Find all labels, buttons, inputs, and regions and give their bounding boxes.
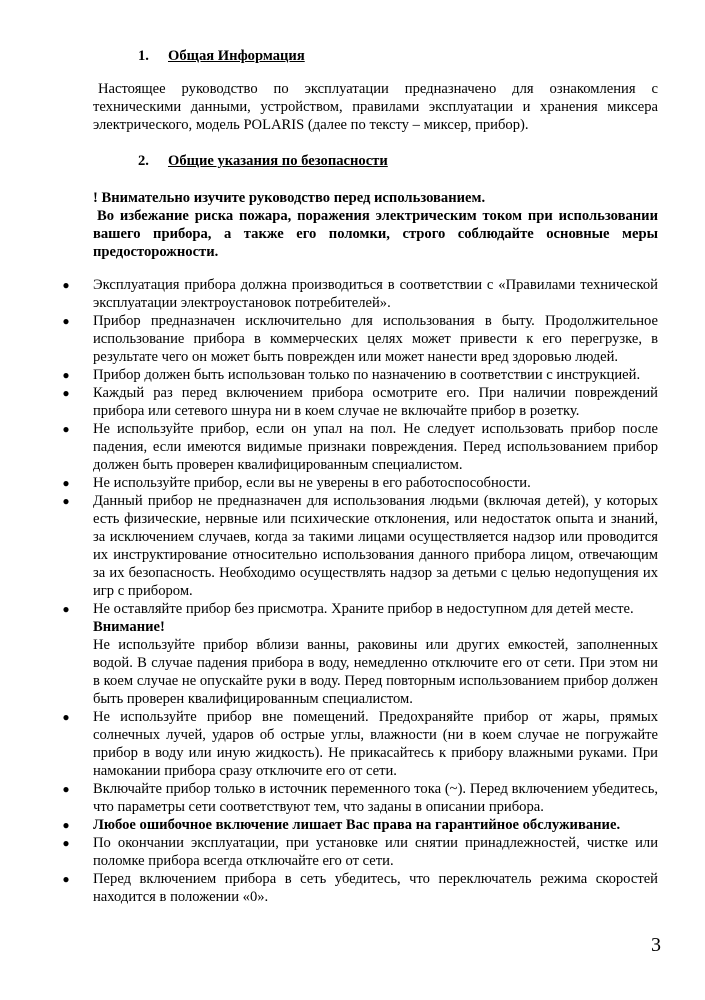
bullet-icon: ● <box>62 818 70 832</box>
list-item: ● По окончании эксплуатации, при установке или снятии принадлежностей, чистке или поломке прибора всегда отключайте его от сети. <box>62 835 658 869</box>
safety-rules-list <box>0 276 705 906</box>
bullet-icon: ● <box>62 278 70 292</box>
bullet-icon: ● <box>62 494 70 508</box>
list-item: ● Перед включением прибора в сеть убедитесь, что переключатель режима скоростей находится в положении «0». <box>62 871 658 905</box>
bullet-icon: ● <box>62 836 70 850</box>
list-item: ● Не используйте прибор, если он упал на пол. Не следует использовать прибор после падения, если имеются видимые признаки повреждения. Перед использованием прибор должен быть проверен квалифицированным специалистом. <box>62 421 658 473</box>
list-item: ● Данный прибор не предназначен для использования людьми (включая детей), у которых есть физические, нервные или психические отклонения, или недостаток опыта и знаний, за исключением случаев, когда за такими лицами осуществляется надзор или проводится их инструктирование относительно использования данного прибора лицом, отвечающим за их безопасность. Необходимо осуществлять надзор за детьми с целью недопущения их игр с прибором. <box>62 493 658 599</box>
bullet-icon: ● <box>62 872 70 886</box>
bullet-icon: ● <box>62 314 70 328</box>
list-item: ● Не используйте прибор, если вы не уверены в его работоспособности. <box>62 475 531 491</box>
list-item: ● Не используйте прибор вне помещений. Предохраняйте прибор от жары, прямых солнечных лучей, ударов об острые углы, влажности (ни в коем случае не погружайте прибор в воду или иную жидкость). Не прикасайтесь к прибору влажными руками. При намокании прибора сразу отключите его от сети. <box>62 709 658 779</box>
section-1-number: 1. <box>138 48 149 64</box>
list-item: ● Включайте прибор только в источник переменного тока (~). Перед включением убедитесь, что параметры сети соответствуют тем, что заданы в описании прибора. <box>62 781 658 815</box>
section-2-number: 2. <box>138 153 149 169</box>
bullet-icon: ● <box>62 422 70 436</box>
list-item: ● Прибор должен быть использован только по назначению в соответствии с инструкцией. <box>62 367 641 383</box>
page-number: 3 <box>651 934 661 956</box>
bullet-icon: ● <box>62 368 70 382</box>
bullet-icon: ● <box>62 782 70 796</box>
list-item: ● Эксплуатация прибора должна производиться в соответствии с «Правилами технической эксплуатации электроустановок потребителей». <box>62 277 658 311</box>
list-item: ● Не оставляйте прибор без присмотра. Храните прибор в недоступном для детей месте. Внимание! Не используйте прибор вблизи ванны, раковины или других емкостей, заполненных водой. В случае падения прибора в воду, немедленно отключите его от сети. При этом ни в коем случае не опускайте руки в воду. Перед повторным использованием прибор должен быть проверен квалифицированным специалистом. <box>62 601 658 707</box>
section-1-title: Общая Информация <box>168 48 305 64</box>
safety-warning <box>93 189 658 261</box>
bullet-icon: ● <box>62 602 70 616</box>
attention-text: Не используйте прибор вблизи ванны, раковины или других емкостей, заполненных водой. В случае падения прибора в воду, немедленно отключите его от сети. При этом ни в коем случае не опускайте руки в воду. Перед повторным использованием прибор должен быть проверен квалифицированным специалистом. <box>93 637 658 707</box>
list-item: ● Каждый раз перед включением прибора осмотрите его. При наличии повреждений прибора или сетевого шнура ни в коем случае не включайте прибор в розетку. <box>62 385 658 419</box>
bullet-icon: ● <box>62 710 70 724</box>
section-2-title: Общие указания по безопасности <box>168 153 388 169</box>
attention-label: Внимание! <box>93 619 165 635</box>
list-item: ● Любое ошибочное включение лишает Вас права на гарантийное обслуживание. <box>62 817 621 833</box>
section-1-text: Настоящее руководство по эксплуатации предназначено для ознакомления с техническими данными, устройством, правилами эксплуатации и хранения миксера электрического, модель POLARIS (далее по тексту – миксер, прибор). <box>93 81 658 133</box>
warning-line-1: ! Внимательно изучите руководство перед использованием. <box>93 190 486 206</box>
bullet-icon: ● <box>62 476 70 490</box>
section-1-heading <box>138 47 305 65</box>
list-item: ● Прибор предназначен исключительно для использования в быту. Продолжительное использование прибора в коммерческих целях может привести к его перегрузке, в результате чего он может быть поврежден или может нанести вред здоровью людей. <box>62 313 658 365</box>
warning-line-2: Во избежание риска пожара, поражения электрическим током при использовании вашего прибора, а также его поломки, строго соблюдайте основные меры предосторожности. <box>93 208 658 260</box>
section-2-heading <box>138 152 388 170</box>
bullet-icon: ● <box>62 386 70 400</box>
